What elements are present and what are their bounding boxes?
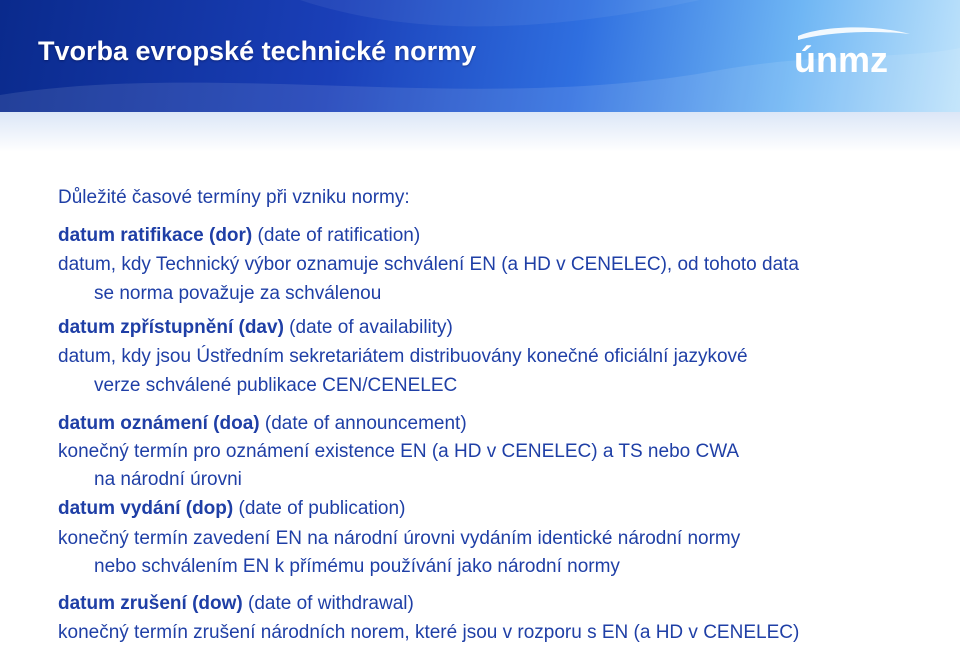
- term-label: datum ratifikace (dor): [58, 225, 253, 246]
- term-gloss: (date of announcement): [259, 413, 467, 434]
- page-title: Tvorba evropské technické normy: [38, 36, 477, 66]
- term-description: konečný termín zavedení EN na národní úrovni vydáním identické národní normy: [58, 528, 741, 549]
- header-fade: [0, 112, 960, 152]
- term-description-continued: verze schválené publikace CEN/CENELEC: [94, 375, 458, 396]
- term-heading-doa: [58, 412, 467, 436]
- term-description: konečný termín zrušení národních norem, které jsou v rozporu s EN (a HD v CENELEC): [58, 622, 800, 643]
- unmz-logo: [792, 26, 918, 78]
- term-gloss: (date of ratification): [252, 225, 421, 246]
- logo-text: únmz: [794, 39, 888, 78]
- term-description-continued: se norma považuje za schválenou: [94, 283, 382, 304]
- term-heading-dop: [58, 497, 405, 521]
- term-heading-dor: [58, 224, 420, 248]
- term-heading-dav: [58, 316, 453, 340]
- term-gloss: (date of withdrawal): [242, 593, 414, 614]
- term-description: datum, kdy jsou Ústředním sekretariátem distribuovány konečné oficiální jazykové: [58, 346, 748, 367]
- term-description-continued: na národní úrovni: [94, 469, 242, 490]
- term-label: datum vydání (dop): [58, 498, 234, 519]
- term-description: datum, kdy Technický výbor oznamuje schválení EN (a HD v CENELEC), od tohoto data: [58, 254, 799, 275]
- term-gloss: (date of availability): [283, 317, 453, 338]
- term-description: konečný termín pro oznámení existence EN (a HD v CENELEC) a TS nebo CWA: [58, 441, 740, 462]
- header-banner: [0, 0, 960, 112]
- term-gloss: (date of publication): [233, 498, 406, 519]
- intro-text: Důležité časové termíny při vzniku normy:: [58, 187, 410, 208]
- term-label: datum zrušení (dow): [58, 593, 243, 614]
- term-label: datum zpřístupnění (dav): [58, 317, 284, 338]
- term-description-continued: nebo schválením EN k přímému používání jako národní normy: [94, 556, 620, 577]
- term-heading-dow: [58, 592, 414, 616]
- term-label: datum oznámení (doa): [58, 413, 260, 434]
